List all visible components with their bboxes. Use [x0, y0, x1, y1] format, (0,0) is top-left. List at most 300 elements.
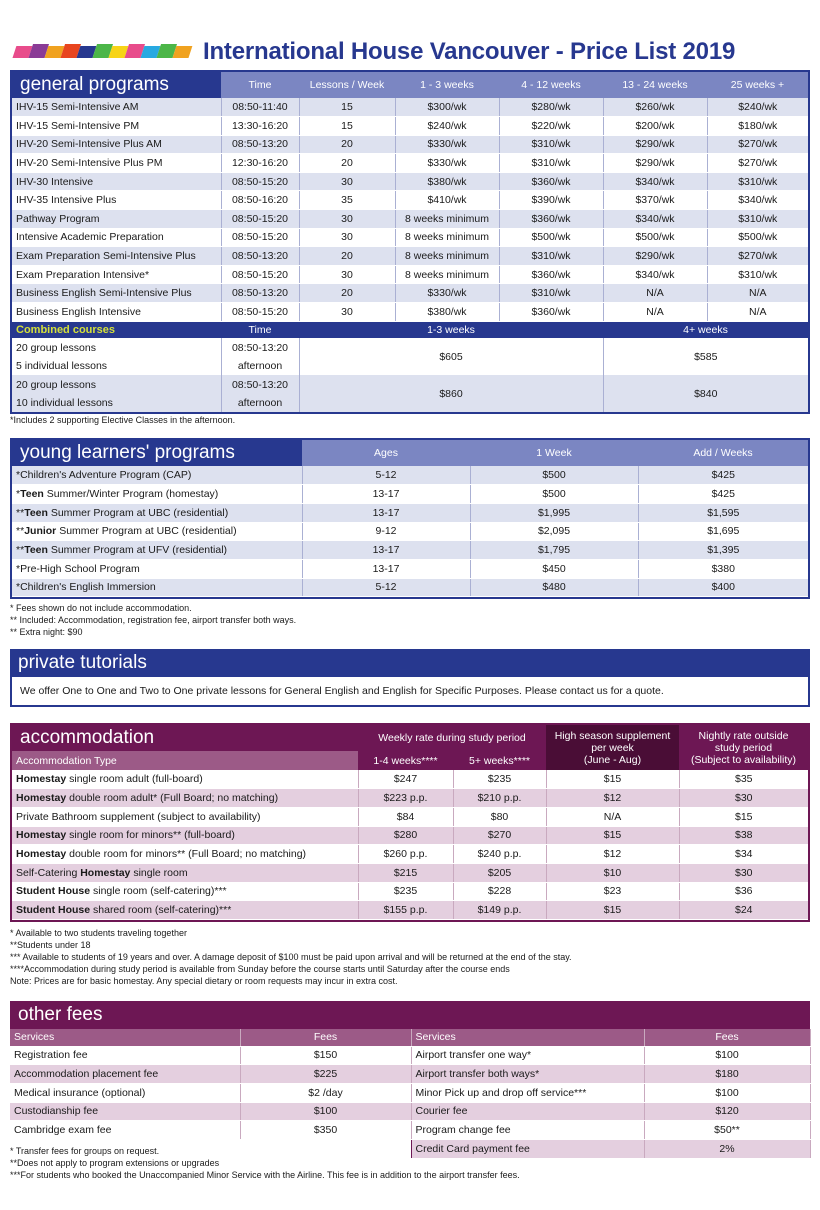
- fee-service: Minor Pick up and drop off service***: [411, 1083, 644, 1102]
- program-row: [12, 228, 808, 247]
- program-bold: Teen: [24, 506, 48, 519]
- price-4-12-weeks: $360/wk: [499, 303, 603, 322]
- ages: 13-17: [302, 559, 470, 578]
- price-1-3-weeks: $330/wk: [395, 135, 499, 154]
- accommodation-table: [12, 725, 808, 920]
- young-program-row: [12, 485, 808, 504]
- program-bold: Teen: [24, 544, 48, 557]
- program-row: [12, 154, 808, 173]
- fee-service: Credit Card payment fee: [411, 1139, 644, 1158]
- price-add-week: $380: [638, 559, 808, 578]
- young-program-row: [12, 466, 808, 485]
- page-title: International House Vancouver - Price List 2019: [203, 38, 736, 65]
- fee-service: Courier fee: [411, 1102, 644, 1121]
- program-row: [12, 172, 808, 191]
- program-rest: Summer/Winter Program (homestay): [43, 488, 219, 501]
- program-lessons: 30: [299, 172, 395, 191]
- price-1-3-weeks: $380/wk: [395, 303, 499, 322]
- price-1-4-weeks: $260 p.p.: [358, 845, 453, 864]
- program-time: 13:30-16:20: [221, 117, 299, 136]
- fee-service: Cambridge exam fee: [10, 1121, 240, 1140]
- fee-service: Program change fee: [411, 1121, 644, 1140]
- program-prefix: *: [16, 488, 21, 501]
- price-1-week: $1,795: [470, 541, 638, 560]
- accommodation-type: [12, 863, 358, 882]
- price-13-24-weeks: $200/wk: [603, 117, 707, 136]
- col-services-left: Services: [10, 1029, 240, 1046]
- type-rest: single room adult (full-board): [66, 773, 203, 786]
- type-bold: Student House: [16, 904, 91, 917]
- high-season-supplement: $23: [546, 882, 679, 901]
- program-name: IHV-30 Intensive: [12, 172, 221, 191]
- price-5-plus-weeks: $149 p.p.: [453, 901, 546, 920]
- accommodation-type: [12, 901, 358, 920]
- high-season-supplement: $15: [546, 901, 679, 920]
- program-lessons: 20: [299, 135, 395, 154]
- type-rest: single room for minors** (full-board): [66, 829, 235, 842]
- weeks-5-plus-header: 5+ weeks****: [453, 751, 546, 770]
- combined-row: [12, 338, 808, 375]
- price-13-24-weeks: $340/wk: [603, 265, 707, 284]
- accommodation-type: [12, 882, 358, 901]
- general-programs-table: [12, 72, 808, 412]
- price-1-week: $2,095: [470, 522, 638, 541]
- high-season-supplement: $15: [546, 826, 679, 845]
- program-name: IHV-35 Intensive Plus: [12, 191, 221, 210]
- price-1-3-weeks: $410/wk: [395, 191, 499, 210]
- type-rest: single room: [130, 866, 188, 879]
- price-13-24-weeks: N/A: [603, 284, 707, 303]
- price-1-3-weeks: 8 weeks minimum: [395, 210, 499, 229]
- price-1-4-weeks: $235: [358, 882, 453, 901]
- col-fees-right: Fees: [644, 1029, 810, 1046]
- weeks-1-4-header: 1-4 weeks****: [358, 751, 453, 770]
- price-25-weeks: $310/wk: [707, 265, 808, 284]
- price-add-week: $400: [638, 578, 808, 597]
- program-rest: Summer Program at UBC (residential): [56, 525, 237, 538]
- young-program-row: [12, 541, 808, 560]
- col-add-weeks: Add / Weeks: [638, 440, 808, 466]
- type-rest: double room adult* (Full Board; no matching): [66, 792, 279, 805]
- accommodation-type: [12, 826, 358, 845]
- price-1-4-weeks: $280: [358, 826, 453, 845]
- type-rest: double room for minors** (Full Board; no matching): [66, 848, 307, 861]
- accommodation-row: [12, 807, 808, 826]
- price-5-plus-weeks: $235: [453, 770, 546, 789]
- program-name: IHV-15 Semi-Intensive PM: [12, 117, 221, 136]
- ages: 5-12: [302, 466, 470, 485]
- program-bold: Teen: [20, 488, 44, 501]
- price-25-weeks: $240/wk: [707, 98, 808, 117]
- price-5-plus-weeks: $205: [453, 863, 546, 882]
- program-prefix: **: [16, 525, 25, 538]
- nightly-rate: $24: [679, 901, 808, 920]
- young-program-row: [12, 522, 808, 541]
- price-1-4-weeks: $223 p.p.: [358, 789, 453, 808]
- accommodation-notes: [10, 927, 810, 987]
- accommodation-row: [12, 863, 808, 882]
- price-1-4-weeks: $155 p.p.: [358, 901, 453, 920]
- fee-service: Registration fee: [10, 1046, 240, 1065]
- ages: 13-17: [302, 503, 470, 522]
- accommodation-row: [12, 901, 808, 920]
- other-fees-notes: [10, 1145, 810, 1181]
- fee-amount: $180: [644, 1065, 810, 1084]
- price-25-weeks: N/A: [707, 303, 808, 322]
- combined-lessons: 20 group lessons 5 individual lessons: [12, 338, 221, 375]
- young-note: * Fees shown do not include accommodation.: [10, 603, 192, 613]
- program-name: Business English Semi-Intensive Plus: [12, 284, 221, 303]
- fee-amount: $100: [240, 1102, 411, 1121]
- price-1-week: $450: [470, 559, 638, 578]
- fee-amount: $100: [644, 1083, 810, 1102]
- price-13-24-weeks: $260/wk: [603, 98, 707, 117]
- fee-amount: $100: [644, 1046, 810, 1065]
- general-programs-section: [10, 70, 810, 414]
- accommodation-rows: [12, 770, 808, 920]
- col-25-weeks: 25 weeks +: [707, 72, 808, 98]
- price-add-week: $425: [638, 485, 808, 504]
- young-learners-notes: [10, 602, 810, 638]
- other-fees-table: [10, 1029, 811, 1159]
- price-13-24-weeks: $290/wk: [603, 247, 707, 266]
- young-program-row: [12, 559, 808, 578]
- price-add-week: $1,395: [638, 541, 808, 560]
- program-prefix: *: [16, 562, 21, 575]
- nightly-rate: $36: [679, 882, 808, 901]
- ages: 5-12: [302, 578, 470, 597]
- fee-row: [10, 1046, 810, 1065]
- price-1-3-weeks: $240/wk: [395, 117, 499, 136]
- fee-row: [10, 1083, 810, 1102]
- program-time: 08:50-16:20: [221, 191, 299, 210]
- high-season-supplement: N/A: [546, 807, 679, 826]
- fee-amount: $120: [644, 1102, 810, 1121]
- program-time: 08:50-13:20: [221, 247, 299, 266]
- fee-service: Airport transfer one way*: [411, 1046, 644, 1065]
- price-5-plus-weeks: $80: [453, 807, 546, 826]
- ih-logo-icon: [10, 41, 195, 63]
- price-25-weeks: $340/wk: [707, 191, 808, 210]
- nightly-rate: $34: [679, 845, 808, 864]
- price-13-24-weeks: N/A: [603, 303, 707, 322]
- high-season-supplement: $12: [546, 845, 679, 864]
- col-13-24-weeks: 13 - 24 weeks: [603, 72, 707, 98]
- fee-service: Medical insurance (optional): [10, 1083, 240, 1102]
- program-rest: Summer Program at UFV (residential): [47, 544, 228, 557]
- price-5-plus-weeks: $240 p.p.: [453, 845, 546, 864]
- type-bold: Homestay: [16, 773, 67, 786]
- price-1-week: $500: [470, 466, 638, 485]
- accommodation-row: [12, 845, 808, 864]
- price-13-24-weeks: $500/wk: [603, 228, 707, 247]
- combined-col-a-header: 1-3 weeks: [299, 321, 603, 338]
- program-name: IHV-15 Semi-Intensive AM: [12, 98, 221, 117]
- accommodation-type: [12, 789, 358, 808]
- price-add-week: $1,695: [638, 522, 808, 541]
- fees-note: **Does not apply to program extensions or upgrades: [10, 1158, 220, 1168]
- price-4-12-weeks: $280/wk: [499, 98, 603, 117]
- col-1-week: 1 Week: [470, 440, 638, 466]
- combined-header-row: [12, 321, 808, 338]
- nightly-rate-header: Nightly rate outside study period (Subject to availability): [679, 725, 808, 770]
- price-1-week: $1,995: [470, 503, 638, 522]
- price-1-3-weeks: 8 weeks minimum: [395, 228, 499, 247]
- price-4-12-weeks: $310/wk: [499, 284, 603, 303]
- program-name: Exam Preparation Semi-Intensive Plus: [12, 247, 221, 266]
- accommodation-row: [12, 882, 808, 901]
- price-13-24-weeks: $290/wk: [603, 154, 707, 173]
- price-1-week: $500: [470, 485, 638, 504]
- program-lessons: 20: [299, 247, 395, 266]
- combined-price-a: $605: [299, 338, 603, 375]
- other-fees-rows: [10, 1046, 810, 1158]
- nightly-rate: $35: [679, 770, 808, 789]
- young-program-row: [12, 578, 808, 597]
- price-5-plus-weeks: $228: [453, 882, 546, 901]
- program-lessons: 30: [299, 228, 395, 247]
- program-lessons: 20: [299, 284, 395, 303]
- young-program-name: [12, 578, 302, 597]
- price-add-week: $425: [638, 466, 808, 485]
- fee-amount: $2 /day: [240, 1083, 411, 1102]
- young-program-row: [12, 503, 808, 522]
- col-lessons: Lessons / Week: [299, 72, 395, 98]
- price-4-12-weeks: $310/wk: [499, 135, 603, 154]
- type-bold: Student House: [16, 885, 91, 898]
- program-name: Exam Preparation Intensive*: [12, 265, 221, 284]
- program-time: 08:50-15:20: [221, 172, 299, 191]
- col-services-right: Services: [411, 1029, 644, 1046]
- program-name: Intensive Academic Preparation: [12, 228, 221, 247]
- program-name: Business English Intensive: [12, 303, 221, 322]
- general-programs-note: *Includes 2 supporting Elective Classes in the afternoon.: [10, 415, 236, 425]
- price-add-week: $1,595: [638, 503, 808, 522]
- young-note: ** Extra night: $90: [10, 627, 83, 637]
- program-row: [12, 135, 808, 154]
- program-lessons: 35: [299, 191, 395, 210]
- young-learners-table: [12, 440, 808, 597]
- program-prefix: *: [16, 469, 21, 482]
- fee-service: Airport transfer both ways*: [411, 1065, 644, 1084]
- accommodation-type: [12, 807, 358, 826]
- price-13-24-weeks: $340/wk: [603, 172, 707, 191]
- accommodation-row: [12, 826, 808, 845]
- young-learners-section: [10, 438, 810, 599]
- weekly-rate-header: Weekly rate during study period: [358, 725, 546, 751]
- program-name: IHV-20 Semi-Intensive Plus AM: [12, 135, 221, 154]
- program-time: 08:50-15:20: [221, 228, 299, 247]
- combined-price-b: $585: [603, 338, 808, 375]
- col-time: Time: [221, 72, 299, 98]
- accommodation-note: *** Available to students of 19 years and over. A damage deposit of $100 must be paid upon arrival and will be returned at the end of the stay.: [10, 952, 572, 962]
- program-rest: Children's Adventure Program (CAP): [20, 469, 192, 482]
- accommodation-row: [12, 770, 808, 789]
- price-1-4-weeks: $84: [358, 807, 453, 826]
- accommodation-note: * Available to two students traveling together: [10, 928, 187, 938]
- price-4-12-weeks: $220/wk: [499, 117, 603, 136]
- fee-row: [10, 1121, 810, 1140]
- program-lessons: 30: [299, 303, 395, 322]
- fees-note: ***For students who booked the Unaccompanied Minor Service with the Airline. This fee is in addition to the airport transfer fees.: [10, 1170, 520, 1180]
- program-prefix: **: [16, 506, 25, 519]
- fee-service: Custodianship fee: [10, 1102, 240, 1121]
- col-fees-left: Fees: [240, 1029, 411, 1046]
- accommodation-note: ****Accommodation during study period is available from Sunday before the course starts until Saturday after the course ends: [10, 964, 510, 974]
- accommodation-note: Note: Prices are for basic homestay. Any special dietary or room requests may incur in extra cost.: [10, 976, 398, 986]
- combined-time: 08:50-13:20 afternoon: [221, 338, 299, 375]
- price-5-plus-weeks: $270: [453, 826, 546, 845]
- program-rest: Children's English Immersion: [20, 581, 156, 594]
- type-rest: Private Bathroom supplement (subject to availability): [16, 810, 261, 823]
- program-lessons: 15: [299, 98, 395, 117]
- price-25-weeks: $180/wk: [707, 117, 808, 136]
- price-1-3-weeks: $330/wk: [395, 284, 499, 303]
- program-rest: Summer Program at UBC (residential): [47, 506, 229, 519]
- program-name: Pathway Program: [12, 210, 221, 229]
- accommodation-type: [12, 845, 358, 864]
- accommodation-note: **Students under 18: [10, 940, 91, 950]
- young-program-name: [12, 522, 302, 541]
- program-lessons: 20: [299, 154, 395, 173]
- other-fees-section: [10, 1001, 810, 1180]
- program-time: 08:50-13:20: [221, 135, 299, 154]
- high-season-supplement: $12: [546, 789, 679, 808]
- price-4-12-weeks: $310/wk: [499, 247, 603, 266]
- young-program-name: [12, 485, 302, 504]
- price-1-4-weeks: $247: [358, 770, 453, 789]
- fee-amount: 2%: [644, 1139, 810, 1158]
- price-4-12-weeks: $310/wk: [499, 154, 603, 173]
- type-bold: Homestay: [16, 829, 67, 842]
- program-time: 08:50-15:20: [221, 265, 299, 284]
- nightly-rate: $30: [679, 863, 808, 882]
- combined-row: [12, 375, 808, 412]
- col-1-3-weeks: 1 - 3 weeks: [395, 72, 499, 98]
- program-time: 08:50-15:20: [221, 210, 299, 229]
- type-rest: single room (self-catering)***: [90, 885, 227, 898]
- young-note: ** Included: Accommodation, registration fee, airport transfer both ways.: [10, 615, 297, 625]
- fee-row: [10, 1102, 810, 1121]
- accommodation-type-header: Accommodation Type: [12, 751, 358, 770]
- nightly-rate: $38: [679, 826, 808, 845]
- program-row: [12, 98, 808, 117]
- price-1-3-weeks: 8 weeks minimum: [395, 247, 499, 266]
- price-4-12-weeks: $360/wk: [499, 172, 603, 191]
- fee-service: Accommodation placement fee: [10, 1065, 240, 1084]
- private-tutorials-text: We offer One to One and Two to One private lessons for General English and English for Specific Purposes. Please contact us for a quote.: [10, 677, 810, 707]
- high-season-supplement: $10: [546, 863, 679, 882]
- col-4-12-weeks: 4 - 12 weeks: [499, 72, 603, 98]
- price-1-3-weeks: $300/wk: [395, 98, 499, 117]
- program-name: IHV-20 Semi-Intensive Plus PM: [12, 154, 221, 173]
- combined-col-b-header: 4+ weeks: [603, 321, 808, 338]
- private-tutorials-section: [10, 649, 810, 707]
- price-25-weeks: $270/wk: [707, 247, 808, 266]
- combined-price-b: $840: [603, 375, 808, 412]
- nightly-rate: $30: [679, 789, 808, 808]
- price-4-12-weeks: $390/wk: [499, 191, 603, 210]
- combined-lessons: 20 group lessons 10 individual lessons: [12, 375, 221, 412]
- accommodation-heading: accommodation: [12, 725, 358, 751]
- type-bold: Homestay: [80, 866, 131, 879]
- combined-courses-label: Combined courses: [12, 321, 221, 338]
- fee-amount: $350: [240, 1121, 411, 1140]
- price-1-4-weeks: $215: [358, 863, 453, 882]
- program-lessons: 15: [299, 117, 395, 136]
- price-1-3-weeks: $380/wk: [395, 172, 499, 191]
- accommodation-row: [12, 789, 808, 808]
- price-4-12-weeks: $360/wk: [499, 265, 603, 284]
- young-program-name: [12, 541, 302, 560]
- accommodation-type: [12, 770, 358, 789]
- program-time: 08:50-11:40: [221, 98, 299, 117]
- price-1-week: $480: [470, 578, 638, 597]
- program-row: [12, 117, 808, 136]
- program-row: [12, 210, 808, 229]
- program-time: 08:50-15:20: [221, 303, 299, 322]
- young-learners-heading: young learners' programs: [12, 440, 302, 466]
- price-13-24-weeks: $290/wk: [603, 135, 707, 154]
- price-5-plus-weeks: $210 p.p.: [453, 789, 546, 808]
- type-rest: shared room (self-catering)***: [90, 904, 232, 917]
- program-row: [12, 303, 808, 322]
- program-row: [12, 284, 808, 303]
- program-prefix: **: [16, 544, 25, 557]
- young-learners-rows: [12, 466, 808, 597]
- fees-note: * Transfer fees for groups on request.: [10, 1146, 160, 1156]
- ages: 9-12: [302, 522, 470, 541]
- page-header: [10, 36, 810, 68]
- program-time: 12:30-16:20: [221, 154, 299, 173]
- program-row: [12, 247, 808, 266]
- ages: 13-17: [302, 485, 470, 504]
- general-programs-rows: [12, 98, 808, 321]
- program-lessons: 30: [299, 210, 395, 229]
- price-25-weeks: $310/wk: [707, 172, 808, 191]
- combined-price-a: $860: [299, 375, 603, 412]
- price-13-24-weeks: $340/wk: [603, 210, 707, 229]
- price-25-weeks: $310/wk: [707, 210, 808, 229]
- program-row: [12, 265, 808, 284]
- young-program-name: [12, 503, 302, 522]
- price-25-weeks: N/A: [707, 284, 808, 303]
- high-season-header: High season supplement per week (June - Aug): [546, 725, 679, 770]
- program-rest: Pre-High School Program: [20, 562, 140, 575]
- fee-amount: $225: [240, 1065, 411, 1084]
- price-25-weeks: $270/wk: [707, 154, 808, 173]
- accommodation-section: [10, 723, 810, 922]
- other-fees-col-headers: [10, 1029, 810, 1046]
- high-season-supplement: $15: [546, 770, 679, 789]
- fee-amount: $150: [240, 1046, 411, 1065]
- type-bold: Homestay: [16, 848, 67, 861]
- program-time: 08:50-13:20: [221, 284, 299, 303]
- price-1-3-weeks: 8 weeks minimum: [395, 265, 499, 284]
- price-13-24-weeks: $370/wk: [603, 191, 707, 210]
- combined-time: 08:50-13:20 afternoon: [221, 375, 299, 412]
- young-program-name: [12, 466, 302, 485]
- price-25-weeks: $500/wk: [707, 228, 808, 247]
- fee-amount: $50**: [644, 1121, 810, 1140]
- col-ages: Ages: [302, 440, 470, 466]
- program-prefix: *: [16, 581, 21, 594]
- nightly-rate: $15: [679, 807, 808, 826]
- other-fees-heading: other fees: [10, 1001, 810, 1029]
- private-tutorials-heading: private tutorials: [10, 649, 810, 677]
- program-bold: Junior: [24, 525, 57, 538]
- fee-row: [10, 1065, 810, 1084]
